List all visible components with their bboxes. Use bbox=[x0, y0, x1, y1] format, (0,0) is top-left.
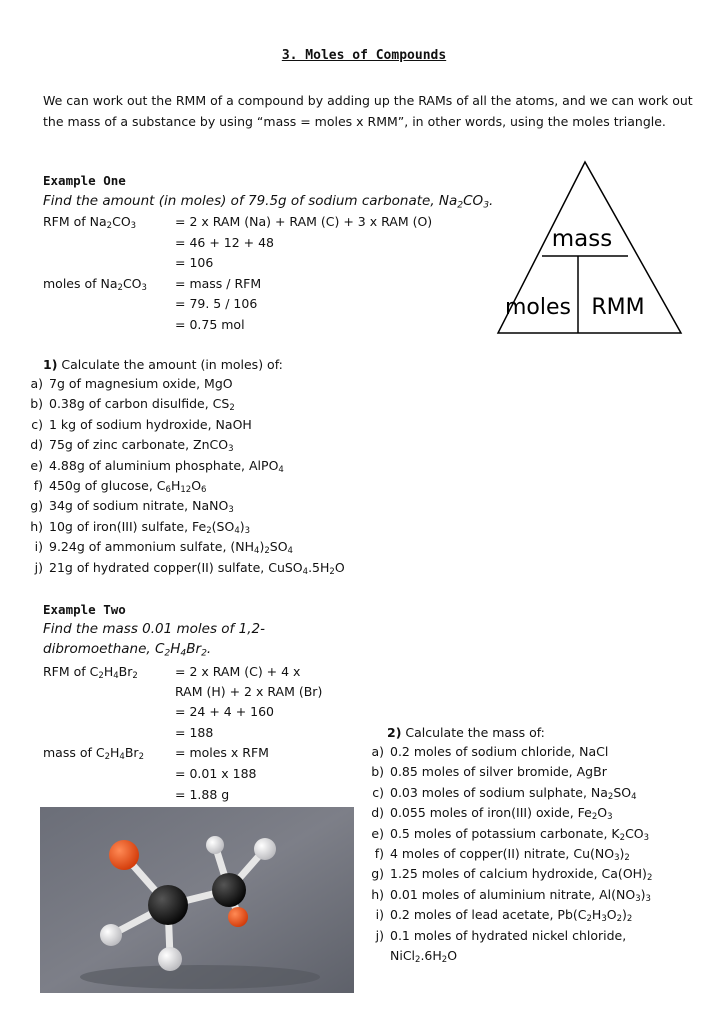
list-item: i) 9.24g of ammonium sulfate, $(NH_4)_2SO_4$ bbox=[34, 539, 293, 557]
question-1-list bbox=[27, 374, 345, 578]
example-two-prompt-line-2: dibromoethane, $C_2H_4Br_2$. bbox=[43, 641, 212, 659]
list-item: e) 4.88g of aluminium phosphate, AlPO$_4$ bbox=[30, 457, 284, 475]
question-2-list bbox=[368, 742, 652, 966]
example-one-moles-line: = 0.75 mol bbox=[175, 317, 245, 332]
example-one-moles-label: moles of $Na_2CO_3$ bbox=[43, 276, 147, 294]
list-item-continuation: $NiCl_2.6H_2O$ bbox=[390, 947, 458, 966]
list-item: f) 450g of glucose, $C_6H_{12}O_6$ bbox=[33, 477, 207, 496]
example-two-rfm-line: = 2 x RAM (C) + 4 x bbox=[175, 664, 301, 679]
example-two-rfm-line: = 188 bbox=[175, 725, 214, 740]
example-one-rfm-line: = 2 x RAM (Na) + RAM (C) + 3 x RAM (O) bbox=[175, 214, 433, 229]
list-item: d) 0.055 moles of iron(III) oxide, $Fe_2O_3$ bbox=[371, 805, 613, 823]
triangle-moles: moles bbox=[505, 295, 571, 320]
triangle-mass: mass bbox=[551, 226, 613, 252]
hydrogen-atom bbox=[206, 836, 224, 854]
example-one-rfm-label: RFM of $Na_2CO_3$ bbox=[43, 214, 137, 232]
question-1-heading: 1) Calculate the amount (in moles) of: bbox=[43, 357, 283, 372]
list-item: e) 0.5 moles of potassium carbonate, $K_2CO_3$ bbox=[371, 825, 650, 843]
triangle-rmm: RMM bbox=[591, 295, 645, 320]
list-item: g) 34g of sodium nitrate, NaNO$_3$ bbox=[30, 498, 234, 516]
example-two-mass-label: mass of $C_2H_4Br_2$ bbox=[43, 745, 144, 763]
list-item: g) 1.25 moles of calcium hydroxide, $Ca(OH)_2$ bbox=[371, 866, 653, 884]
molecule-model-photo bbox=[40, 807, 354, 993]
hydrogen-atom bbox=[100, 924, 122, 946]
example-two-rfm-label: RFM of $C_2H_4Br_2$ bbox=[43, 664, 138, 682]
example-one-prompt: Find the amount (in moles) of 79.5g of sodium carbonate, $Na_2CO_3$. bbox=[43, 193, 494, 211]
hydrogen-atom bbox=[158, 947, 182, 971]
list-item: c) 1 kg of sodium hydroxide, NaOH bbox=[31, 416, 252, 432]
list-item: j) 21g of hydrated copper(II) sulfate, $CuSO_4.5H_2O$ bbox=[34, 559, 345, 577]
example-one-rfm-line: = 106 bbox=[175, 255, 214, 270]
example-one-moles-line: = mass / RFM bbox=[175, 276, 262, 291]
list-item: i) 0.2 moles of lead acetate, $Pb(C_2H_3O_2)_2$ bbox=[375, 907, 633, 925]
list-item: a) 0.2 moles of sodium chloride, NaCl bbox=[371, 744, 609, 759]
example-two-mass-line: = 1.88 g bbox=[175, 787, 230, 802]
example-two-rfm-line: = 24 + 4 + 160 bbox=[175, 704, 275, 719]
list-item: h) 0.01 moles of aluminium nitrate, $Al(NO_3)_3$ bbox=[371, 886, 651, 904]
list-item: f) 4 moles of copper(II) nitrate, $Cu(NO_3)_2$ bbox=[374, 845, 630, 864]
shadow bbox=[80, 965, 320, 989]
example-two-mass-line: = 0.01 x 188 bbox=[175, 766, 257, 781]
example-two-heading: Example Two bbox=[43, 602, 126, 617]
list-item: j) 0.1 moles of hydrated nickel chloride, bbox=[375, 927, 627, 943]
example-one-moles-line: = 79. 5 / 106 bbox=[175, 296, 258, 311]
example-two-mass-line: = moles x RFM bbox=[175, 745, 269, 760]
oxygen-atom bbox=[109, 840, 139, 870]
hydrogen-atom bbox=[254, 838, 276, 860]
example-one-heading: Example One bbox=[43, 173, 126, 188]
example-one-rfm-line: = 46 + 12 + 48 bbox=[175, 235, 275, 250]
list-item: a) 7g of magnesium oxide, MgO bbox=[30, 376, 233, 391]
example-two-prompt-line-1: Find the mass 0.01 moles of 1,2- bbox=[43, 621, 265, 637]
moles-triangle bbox=[496, 158, 686, 338]
example-two-rfm-line: RAM (H) + 2 x RAM (Br) bbox=[175, 684, 323, 699]
list-item: h) 10g of iron(III) sulfate, $Fe_2(SO_4)_3$ bbox=[30, 518, 251, 536]
list-item: b) 0.38g of carbon disulfide, $CS_2$ bbox=[30, 396, 235, 414]
oxygen-atom bbox=[228, 907, 248, 927]
carbon-atom bbox=[212, 873, 246, 907]
list-item: c) 0.03 moles of sodium sulphate, $Na_2SO_4$ bbox=[372, 784, 637, 802]
list-item: b) 0.85 moles of silver bromide, AgBr bbox=[371, 764, 607, 780]
list-item: d) 75g of zinc carbonate, ZnCO$_3$ bbox=[30, 437, 234, 455]
carbon-atom bbox=[148, 885, 188, 925]
intro-paragraph: We can work out the RMM of a compound by adding up the RAMs of all the atoms, and we can work out the mass of a substance by using “mass = moles x RMM”, in other words, using the moles triangle. bbox=[43, 93, 693, 129]
question-2-heading: 2) Calculate the mass of: bbox=[387, 725, 545, 740]
page-title: 3. Moles of Compounds bbox=[281, 48, 447, 63]
